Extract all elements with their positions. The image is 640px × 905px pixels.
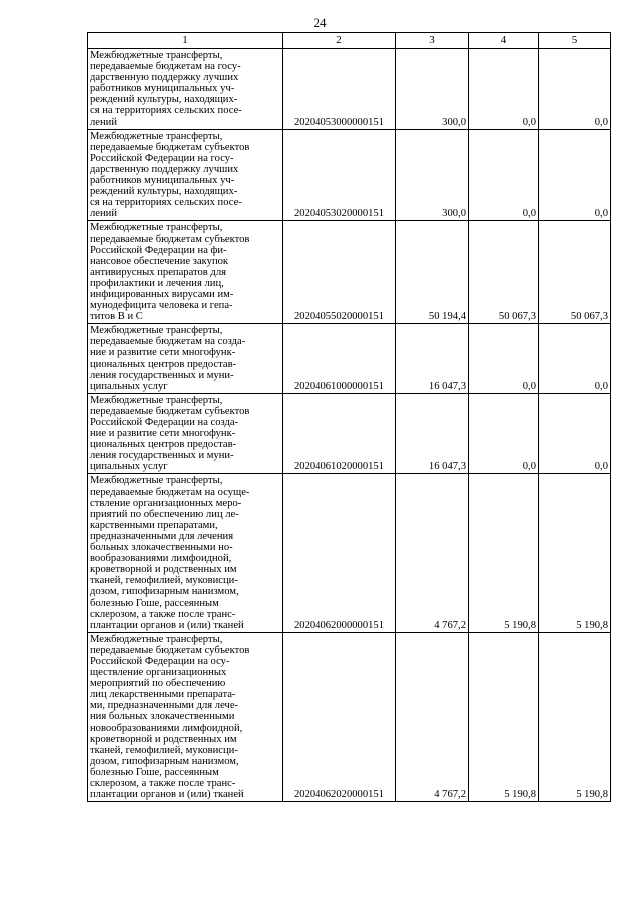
column-header-2: 2 [283,33,396,49]
row-code: 20204062020000151 [283,632,396,801]
table-row [88,324,611,394]
row-value-col5: 0,0 [539,49,611,130]
budget-table [87,32,611,802]
row-value-col4: 5 190,8 [469,632,539,801]
row-value-col4: 0,0 [469,49,539,130]
row-value-col3: 4 767,2 [396,632,469,801]
row-code: 20204055020000151 [283,221,396,324]
table-row [88,632,611,801]
row-value-col4: 50 067,3 [469,221,539,324]
row-description: Межбюджетные трансферты, передаваемые бюджетам субъектов Российской Федерации на фи- нансовое обеспечение закупок антивирусных препаратов для профилактики и лечения лиц, инфицированных вирусами им- мунодефицита человека и гепа- титов В и С [88,221,283,324]
row-value-col4: 5 190,8 [469,474,539,632]
table-row [88,49,611,130]
table-header-row [88,33,611,49]
row-value-col3: 50 194,4 [396,221,469,324]
row-value-col5: 0,0 [539,324,611,394]
row-value-col4: 0,0 [469,393,539,474]
row-value-col5: 0,0 [539,129,611,221]
row-code: 20204062000000151 [283,474,396,632]
row-value-col3: 300,0 [396,49,469,130]
column-header-4: 4 [469,33,539,49]
table-row [88,221,611,324]
page-number: 24 [313,15,327,30]
row-value-col3: 300,0 [396,129,469,221]
row-description: Межбюджетные трансферты, передаваемые бюджетам на созда- ние и развитие сети многофунк- циональных центров предостав- ления государственных и муни- ципальных услуг [88,324,283,394]
row-code: 20204061020000151 [283,393,396,474]
row-code: 20204053020000151 [283,129,396,221]
row-value-col5: 5 190,8 [539,474,611,632]
column-header-5: 5 [539,33,611,49]
row-value-col4: 0,0 [469,129,539,221]
row-description: Межбюджетные трансферты, передаваемые бюджетам субъектов Российской Федерации на созда- ние и развитие сети многофунк- циональных центров предостав- ления государственных и муни- ципальных услуг [88,393,283,474]
row-value-col4: 0,0 [469,324,539,394]
table-row [88,474,611,632]
row-description: Межбюджетные трансферты, передаваемые бюджетам субъектов Российской Федерации на осу- ществление организационных мероприятий по обеспечению лиц лекарственными препарата- ми, предназначенными для лече- ния больных злокачественными новообразованиями лимфоидной, кроветворной и родственных им тканей, гемофилией, муковисци- дозом, гипофизарным нанизмом, болезнью Гоше, рассеянным склерозом, а также после транс- плантации органов и (или) тканей [88,632,283,801]
row-description: Межбюджетные трансферты, передаваемые бюджетам субъектов Российской Федерации на госу- дарственную поддержку лучших работников муниципальных уч- реждений культуры, находящих- ся на территориях сельских посе- лений [88,129,283,221]
row-value-col3: 16 047,3 [396,324,469,394]
row-code: 20204061000000151 [283,324,396,394]
column-header-1: 1 [88,33,283,49]
table-row [88,129,611,221]
table-row [88,393,611,474]
row-value-col5: 50 067,3 [539,221,611,324]
row-value-col3: 16 047,3 [396,393,469,474]
row-description: Межбюджетные трансферты, передаваемые бюджетам на госу- дарственную поддержку лучших работников муниципальных уч- реждений культуры, находящих- ся на территориях сельских посе- лений [88,49,283,130]
column-header-3: 3 [396,33,469,49]
row-value-col3: 4 767,2 [396,474,469,632]
row-value-col5: 0,0 [539,393,611,474]
row-description: Межбюджетные трансферты, передаваемые бюджетам на осуще- ствление организационных меро- приятий по обеспечению лиц ле- карственными препаратами, предназначенными для лечения больных злокачественными но- вообразованиями лимфоидной, кроветворной и родственных им тканей, гемофилией, муковисци- дозом, гипофизарным нанизмом, болезнью Гоше, рассеянным склерозом, а также после транс- плантации органов и (или) тканей [88,474,283,632]
row-code: 20204053000000151 [283,49,396,130]
row-value-col5: 5 190,8 [539,632,611,801]
